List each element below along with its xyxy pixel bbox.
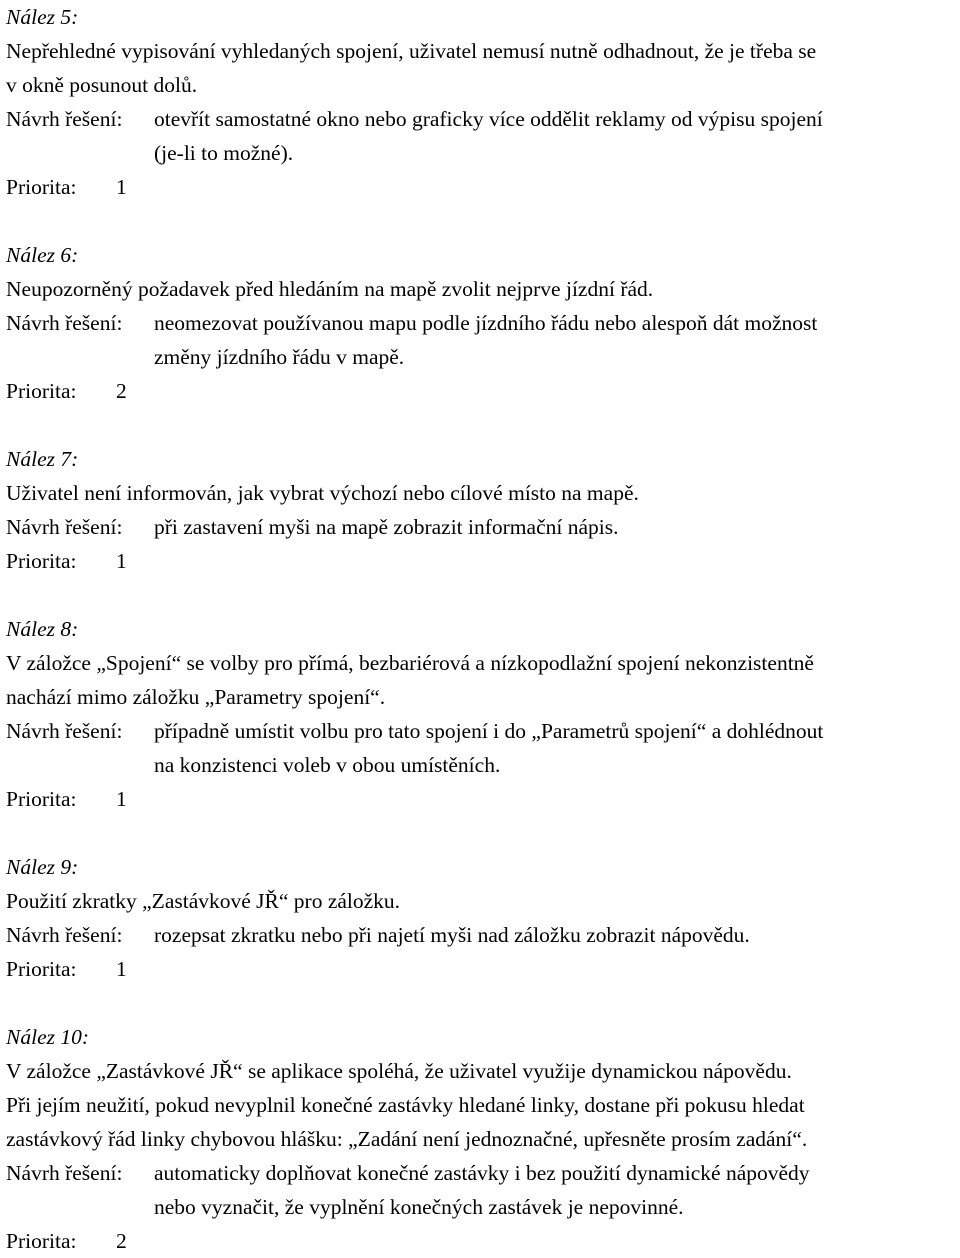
solution-text (154, 1156, 954, 1224)
priority-value: 1 (116, 957, 127, 981)
solution-label: Návrh řešení: (6, 311, 123, 335)
priority-label: Priorita: (6, 957, 77, 981)
priority-value: 2 (116, 1229, 127, 1253)
finding-title: Nález 8: (6, 617, 79, 641)
priority-value: 1 (116, 787, 127, 811)
priority-value: 1 (116, 549, 127, 573)
solution-text (154, 102, 954, 170)
solution-line: rozepsat zkratku nebo při najetí myši nad záložku zobrazit nápovědu. (154, 923, 750, 947)
priority-row (6, 374, 954, 408)
solution-row (6, 1156, 954, 1224)
priority-row (6, 952, 954, 986)
solution-line: změny jízdního řádu v mapě. (154, 345, 405, 369)
finding-9 (6, 850, 954, 986)
finding-description-line: v okně posunout dolů. (6, 73, 198, 97)
finding-description-line: Použití zkratky „Zastávkové JŘ“ pro záložku. (6, 889, 401, 913)
solution-line: nebo vyznačit, že vyplnění konečných zastávek je nepovinné. (154, 1195, 684, 1219)
priority-row (6, 544, 954, 578)
solution-row (6, 918, 954, 952)
solution-row (6, 510, 954, 544)
finding-8 (6, 612, 954, 816)
priority-value: 2 (116, 379, 127, 403)
priority-row (6, 1224, 954, 1258)
solution-line: automaticky doplňovat konečné zastávky i bez použití dynamické nápovědy (154, 1161, 810, 1185)
finding-6 (6, 238, 954, 408)
finding-description-line: V záložce „Zastávkové JŘ“ se aplikace spoléhá, že uživatel využije dynamickou nápovědu. (6, 1059, 792, 1083)
solution-line: (je-li to možné). (154, 141, 294, 165)
finding-description-line: Uživatel není informován, jak vybrat výchozí nebo cílové místo na mapě. (6, 481, 639, 505)
priority-label: Priorita: (6, 787, 77, 811)
priority-label: Priorita: (6, 175, 77, 199)
solution-line: otevřít samostatné okno nebo graficky více oddělit reklamy od výpisu spojení (154, 107, 823, 131)
finding-title: Nález 6: (6, 243, 79, 267)
priority-label: Priorita: (6, 549, 77, 573)
finding-description-line: zastávkový řád linky chybovou hlášku: „Zadání není jednoznačné, upřesněte prosím zadání“. (6, 1127, 808, 1151)
priority-row (6, 782, 954, 816)
priority-label: Priorita: (6, 1229, 77, 1253)
solution-label: Návrh řešení: (6, 923, 123, 947)
solution-line: neomezovat používanou mapu podle jízdního řádu nebo alespoň dát možnost (154, 311, 818, 335)
solution-text (154, 714, 954, 782)
solution-label: Návrh řešení: (6, 1161, 123, 1185)
finding-description-line: nachází mimo záložku „Parametry spojení“. (6, 685, 386, 709)
finding-title: Nález 9: (6, 855, 79, 879)
solution-text (154, 510, 954, 544)
solution-line: případně umístit volbu pro tato spojení i do „Parametrů spojení“ a dohlédnout (154, 719, 824, 743)
solution-label: Návrh řešení: (6, 719, 123, 743)
solution-line: na konzistenci voleb v obou umístěních. (154, 753, 501, 777)
finding-7 (6, 442, 954, 578)
finding-5 (6, 0, 954, 204)
finding-description-line: V záložce „Spojení“ se volby pro přímá, bezbariérová a nízkopodlažní spojení nekonzistentně (6, 651, 814, 675)
finding-title: Nález 10: (6, 1025, 90, 1049)
finding-description-line: Nepřehledné vypisování vyhledaných spojení, uživatel nemusí nutně odhadnout, že je třeba se (6, 39, 817, 63)
solution-line: při zastavení myši na mapě zobrazit informační nápis. (154, 515, 619, 539)
solution-label: Návrh řešení: (6, 515, 123, 539)
solution-row (6, 102, 954, 170)
finding-10 (6, 1020, 954, 1258)
solution-row (6, 306, 954, 374)
priority-value: 1 (116, 175, 127, 199)
solution-label: Návrh řešení: (6, 107, 123, 131)
finding-description-line: Při jejím neužití, pokud nevyplnil konečné zastávky hledané linky, dostane při pokusu hledat (6, 1093, 805, 1117)
solution-row (6, 714, 954, 782)
finding-title: Nález 7: (6, 447, 79, 471)
finding-title: Nález 5: (6, 5, 79, 29)
finding-description-line: Neupozorněný požadavek před hledáním na mapě zvolit nejprve jízdní řád. (6, 277, 654, 301)
solution-text (154, 306, 954, 374)
solution-text (154, 918, 954, 952)
priority-row (6, 170, 954, 204)
priority-label: Priorita: (6, 379, 77, 403)
